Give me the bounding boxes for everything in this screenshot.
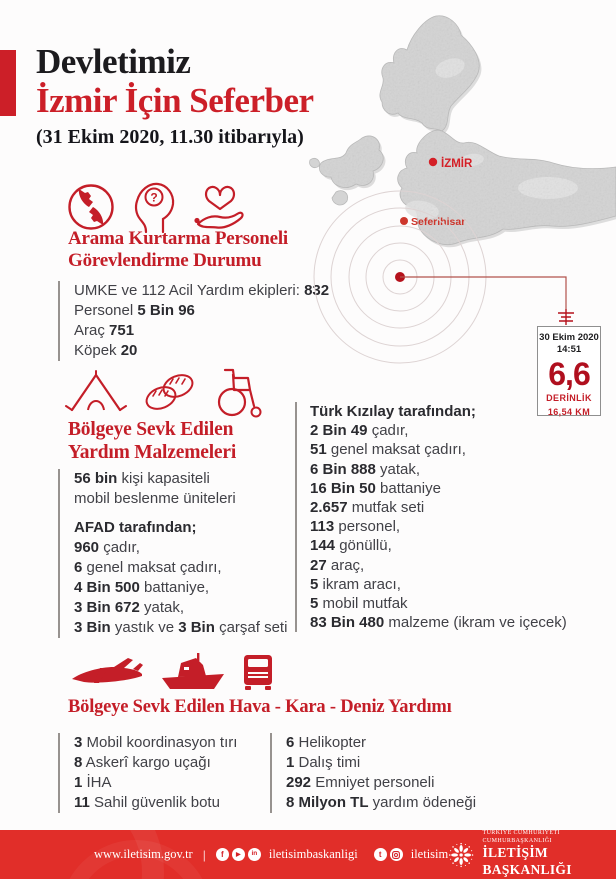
page-title-line2: İzmir İçin Seferber — [36, 81, 314, 120]
stat-line — [286, 773, 476, 793]
epicenter-connector-line — [400, 277, 566, 309]
stat-line-segment: çadır, — [367, 422, 409, 440]
quake-date: 30 Ekim 2020 — [539, 332, 599, 343]
stat-line — [74, 538, 287, 558]
stat-line — [74, 558, 287, 578]
svg-text:Seferihisar: Seferihisar — [411, 216, 466, 228]
stat-line — [286, 733, 476, 753]
rescue-heading — [68, 228, 288, 272]
stat-line — [310, 440, 567, 459]
stat-line — [74, 753, 237, 773]
stat-line-segment: 292 — [286, 774, 312, 791]
transport-heading: Bölgeye Sevk Edilen Hava - Kara - Deniz Yardımı — [68, 697, 452, 717]
footer-website-link: www.iletisim.gov.tr — [94, 847, 193, 861]
supplies-icon-row — [64, 366, 266, 418]
stat-line — [310, 479, 567, 498]
wheelchair-icon — [212, 366, 266, 418]
iletisim-baskanligi-logo-icon — [448, 836, 474, 874]
stat-line-segment: 5 Bin 96 — [137, 302, 195, 319]
truck-icon — [242, 653, 274, 691]
stat-line — [310, 556, 567, 575]
stat-line-segment: 3 Bin 672 — [74, 599, 140, 616]
svg-text:?: ? — [150, 190, 158, 205]
quake-magnitude: 6,6 — [548, 356, 590, 392]
seferihisar-dot-icon — [400, 217, 408, 225]
stat-line-segment: 3 Bin — [74, 619, 111, 636]
stat-line — [74, 618, 287, 638]
stat-line — [310, 498, 567, 517]
stat-line-segment: 3 — [74, 734, 83, 751]
supplies-left-main — [74, 518, 287, 638]
linkedin-icon: in — [248, 848, 261, 861]
stat-line-segment: 20 — [120, 342, 138, 359]
stat-line-segment: 144 — [310, 537, 336, 555]
transport-icon-row — [70, 652, 274, 692]
stat-line — [310, 536, 567, 555]
quake-time: 14:51 — [556, 344, 582, 355]
stat-line — [74, 469, 287, 489]
stat-line-segment: 51 — [310, 441, 327, 459]
stat-line-segment: ikram aracı, — [318, 575, 401, 593]
stat-line — [74, 793, 237, 813]
stat-line — [310, 575, 567, 594]
stat-line-segment: 11 — [74, 794, 90, 811]
boat-icon — [160, 652, 226, 692]
stat-line-segment: Araç — [74, 322, 110, 339]
stat-line-segment: 113 — [310, 518, 335, 536]
supplies-left-stats — [58, 469, 287, 638]
stat-line-segment: personel, — [334, 518, 401, 536]
stat-line-segment: yastık ve — [110, 619, 179, 636]
stat-line — [310, 517, 567, 536]
supplies-left-intro — [74, 469, 287, 509]
stat-line-segment: AFAD tarafından; — [74, 519, 197, 536]
footer-bar — [0, 830, 616, 879]
stat-line — [286, 793, 476, 813]
stat-line-segment: Mobil koordinasyon tırı — [82, 734, 238, 751]
stat-line-segment: yatak, — [375, 460, 421, 478]
stat-line — [74, 321, 329, 341]
stat-line-segment: 56 bin — [74, 470, 118, 487]
hands-rescue-icon — [66, 182, 116, 232]
page-subtitle: (31 Ekim 2020, 11.30 itibarıyla) — [36, 126, 304, 148]
supplies-heading-line2: Yardım Malzemeleri — [68, 442, 237, 463]
stat-line-segment: 6 Bin 888 — [310, 460, 376, 478]
stat-line-segment: 3 Bin — [178, 619, 215, 636]
stat-line-segment: Emniyet personeli — [311, 774, 435, 791]
stat-line — [74, 301, 329, 321]
stat-line — [74, 281, 329, 301]
plane-icon — [70, 655, 144, 689]
bread-icon — [142, 369, 198, 415]
stat-line-segment: 2.657 — [310, 499, 348, 517]
stat-line-segment: mobil mutfak — [318, 595, 408, 613]
stat-line — [310, 613, 567, 632]
stat-line-segment: 6 — [74, 559, 83, 576]
supplies-heading-line1: Bölgeye Sevk Edilen — [68, 419, 234, 440]
stat-line — [310, 460, 567, 479]
stat-line — [74, 489, 287, 509]
quake-depth-value: 16,54 KM — [547, 407, 591, 417]
stat-line-segment: gönüllü, — [335, 537, 392, 555]
stat-line-segment: İHA — [82, 774, 112, 791]
twitter-icon: t — [374, 848, 387, 861]
stat-line-segment: 5 — [310, 595, 319, 613]
tent-icon — [64, 369, 128, 415]
stat-line-segment: 960 — [74, 539, 100, 556]
stat-line-segment: yardım ödeneği — [368, 794, 477, 811]
svg-text:İZMİR: İZMİR — [441, 158, 473, 170]
stat-line-segment: mobil beslenme üniteleri — [74, 490, 236, 507]
transport-left-stats — [58, 733, 237, 813]
stat-line-segment: 8 Milyon TL — [286, 794, 369, 811]
footer-handle-2: iletisim — [410, 847, 449, 861]
stat-line — [74, 773, 237, 793]
instagram-icon — [390, 848, 403, 861]
stat-line-segment: yatak, — [139, 599, 185, 616]
footer-org-text — [483, 830, 593, 879]
stat-line-segment: 8 — [74, 754, 83, 771]
stat-line — [74, 733, 237, 753]
rescue-stats — [58, 281, 329, 361]
stat-line-segment: battaniye, — [139, 579, 210, 596]
page-title-line1: Devletimiz — [36, 42, 191, 81]
footer-org-big: İLETİŞİM BAŞKANLIĞI — [482, 845, 572, 877]
seismograph-icon — [558, 309, 574, 325]
stat-line-segment: 5 — [310, 575, 319, 593]
stat-line-segment: 1 — [74, 774, 83, 791]
izmir-dot-icon — [429, 158, 437, 166]
map-label-seferihisar — [400, 216, 465, 228]
stat-line-segment: 2 Bin 49 — [310, 422, 368, 440]
stat-line — [74, 598, 287, 618]
stat-line-segment: 6 — [286, 734, 295, 751]
quake-depth-label: DERİNLİK — [546, 393, 592, 403]
supplies-heading — [68, 418, 236, 464]
youtube-icon: ▶ — [232, 848, 245, 861]
rescue-icon-row — [66, 180, 248, 234]
rescue-heading-line2: Görevlendirme Durumu — [68, 250, 262, 271]
footer-separator: | — [202, 847, 206, 862]
stat-line-segment: Sahil güvenlik botu — [89, 794, 220, 811]
stat-line — [74, 518, 287, 538]
stat-line-segment: Personel — [74, 302, 138, 319]
facebook-icon: f — [216, 848, 229, 861]
stat-line-segment: Köpek — [74, 342, 121, 359]
stat-line — [310, 594, 567, 613]
transport-right-stats — [270, 733, 476, 813]
footer-social-group-1 — [216, 847, 358, 862]
stat-line-segment: 16 Bin 50 — [310, 479, 376, 497]
stat-line-segment: Helikopter — [294, 734, 367, 751]
footer-social-group-2 — [374, 847, 449, 862]
stat-line-segment: genel maksat çadırı, — [82, 559, 222, 576]
stat-line — [74, 341, 329, 361]
head-question-icon — [129, 180, 177, 234]
stat-line-segment: battaniye — [375, 479, 441, 497]
stat-line-segment: çadır, — [99, 539, 140, 556]
footer-org-group — [448, 830, 592, 879]
stat-line-segment: 1 — [286, 754, 295, 771]
supplies-right-stats — [295, 402, 567, 632]
stat-line-segment: Dalış timi — [294, 754, 361, 771]
stat-line-segment: araç, — [326, 556, 365, 574]
stat-line — [74, 578, 287, 598]
footer-org-small: TÜRKİYE CUMHURİYETİ CUMHURBAŞKANLIĞI — [482, 830, 560, 844]
stat-line-segment: genel maksat çadırı, — [326, 441, 466, 459]
stat-line-segment: mutfak seti — [347, 499, 425, 517]
stat-line-segment: kişi kapasiteli — [117, 470, 210, 487]
stat-line-segment: Türk Kızılay tarafından; — [310, 403, 476, 420]
stat-line — [286, 753, 476, 773]
stat-line-segment: Askerî kargo uçağı — [82, 754, 211, 771]
rescue-heading-line1: Arama Kurtarma Personeli — [68, 228, 288, 249]
stat-line-segment: çarşaf seti — [214, 619, 288, 636]
hand-heart-icon — [190, 180, 248, 234]
stat-line-segment: 832 — [304, 282, 330, 299]
stat-line-segment: 4 Bin 500 — [74, 579, 140, 596]
quake-info-box — [537, 326, 601, 416]
title-accent-bar — [0, 50, 16, 116]
stat-line-segment: malzeme (ikram ve içecek) — [384, 614, 567, 632]
stat-line-segment: 83 Bin 480 — [310, 614, 385, 632]
stat-line-segment: 751 — [109, 322, 135, 339]
stat-line-segment: 27 — [310, 556, 327, 574]
stat-line-segment: UMKE ve 112 Acil Yardım ekipleri: — [74, 282, 305, 299]
footer-handle-1: iletisimbaskanligi — [268, 847, 358, 861]
